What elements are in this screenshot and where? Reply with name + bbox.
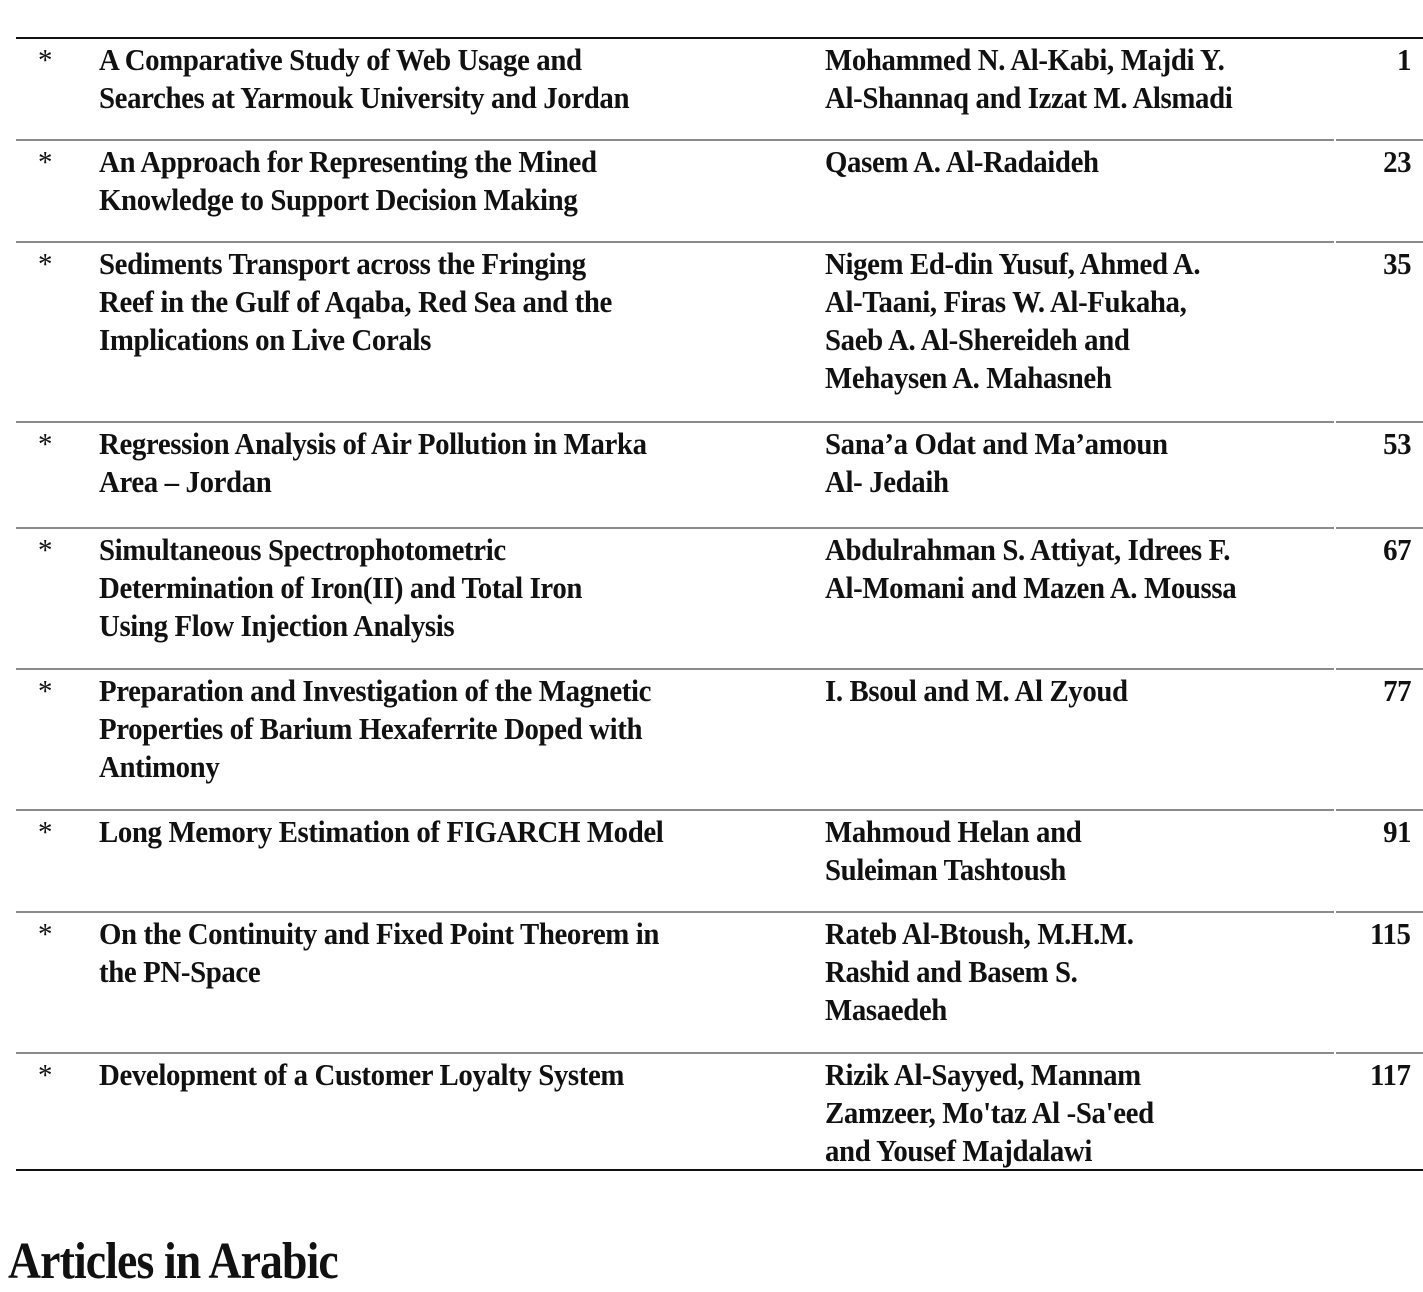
entry-marker: *: [38, 426, 53, 461]
title-line: An Approach for Representing the Mined: [99, 144, 597, 179]
author-line: Sana’a Odat and Ma’amoun: [825, 426, 1168, 461]
toc-entry: [16, 811, 1423, 913]
title-line: Long Memory Estimation of FIGARCH Model: [99, 814, 664, 849]
title-line: Properties of Barium Hexaferrite Doped with: [99, 711, 643, 746]
author-line: Saeb A. Al-Shereideh and: [825, 322, 1130, 357]
title-line: On the Continuity and Fixed Point Theorem in: [99, 916, 660, 951]
entry-title: [99, 813, 663, 851]
entry-marker: *: [38, 246, 53, 281]
entry-authors: [825, 915, 1134, 1029]
title-line: Implications on Live Corals: [99, 322, 431, 357]
author-line: Zamzeer, Mo'taz Al -Sa'eed: [825, 1095, 1154, 1130]
toc-entry: [16, 913, 1423, 1054]
toc-entry: [16, 423, 1423, 529]
author-line: Al-Momani and Mazen A. Moussa: [825, 570, 1237, 605]
entry-page-number: 117: [1370, 1057, 1411, 1092]
entry-title: [99, 143, 597, 219]
entry-page-number: 35: [1382, 246, 1411, 281]
entry-page-number: 53: [1382, 426, 1411, 461]
title-line: Preparation and Investigation of the Magnetic: [99, 673, 652, 708]
entry-page-number: 23: [1382, 144, 1411, 179]
entry-marker: *: [38, 916, 53, 951]
entry-authors: [825, 813, 1081, 889]
entry-title: [99, 245, 612, 359]
entry-page-number: 1: [1396, 42, 1411, 77]
title-line: Antimony: [99, 749, 220, 784]
entry-authors: [825, 1056, 1154, 1170]
title-line: Sediments Transport across the Fringing: [99, 246, 586, 281]
entry-page-number: 115: [1370, 916, 1411, 951]
bottom-rule: [16, 1169, 1423, 1171]
entry-marker: *: [38, 144, 53, 179]
entry-authors: [825, 41, 1232, 117]
entry-page-number: 91: [1382, 814, 1411, 849]
section-heading: Articles in Arabic: [8, 1233, 338, 1290]
entry-authors: [825, 531, 1236, 607]
author-line: Rizik Al-Sayyed, Mannam: [825, 1057, 1141, 1092]
toc-entry: [16, 39, 1423, 141]
entry-authors: [825, 143, 1099, 181]
entry-marker: *: [38, 1057, 53, 1092]
author-line: Al-Taani, Firas W. Al-Fukaha,: [825, 284, 1187, 319]
title-line: the PN-Space: [99, 954, 261, 989]
entry-page-number: 67: [1382, 532, 1411, 567]
author-line: Abdulrahman S. Attiyat, Idrees F.: [825, 532, 1231, 567]
entry-title: [99, 1056, 624, 1094]
author-line: Mohammed N. Al-Kabi, Majdi Y.: [825, 42, 1225, 77]
entry-marker: *: [38, 814, 53, 849]
author-line: Al- Jedaih: [825, 464, 949, 499]
author-line: I. Bsoul and M. Al Zyoud: [825, 673, 1128, 708]
title-line: Development of a Customer Loyalty System: [99, 1057, 625, 1092]
title-line: Reef in the Gulf of Aqaba, Red Sea and the: [99, 284, 612, 319]
entry-title: [99, 915, 659, 991]
author-line: Suleiman Tashtoush: [825, 852, 1066, 887]
title-line: Simultaneous Spectrophotometric: [99, 532, 506, 567]
author-line: and Yousef Majdalawi: [825, 1133, 1093, 1168]
entry-marker: *: [38, 42, 53, 77]
entry-authors: [825, 245, 1200, 397]
title-line: Determination of Iron(II) and Total Iron: [99, 570, 583, 605]
entry-title: [99, 425, 647, 501]
entry-title: [99, 531, 582, 645]
title-line: Area – Jordan: [99, 464, 272, 499]
author-line: Nigem Ed-din Yusuf, Ahmed A.: [825, 246, 1201, 281]
author-line: Al-Shannaq and Izzat M. Alsmadi: [825, 80, 1233, 115]
entry-marker: *: [38, 532, 53, 567]
toc-entry: [16, 670, 1423, 811]
entry-title: [99, 672, 651, 786]
entry-marker: *: [38, 673, 53, 708]
entry-page-number: 77: [1382, 673, 1411, 708]
author-line: Masaedeh: [825, 992, 947, 1027]
toc-entry: [16, 1054, 1423, 1170]
table-of-contents: [16, 39, 1423, 1170]
author-line: Mehaysen A. Mahasneh: [825, 360, 1112, 395]
entry-title: [99, 41, 629, 117]
toc-entry: [16, 141, 1423, 243]
entry-authors: [825, 672, 1128, 710]
toc-entry: [16, 529, 1423, 670]
title-line: Regression Analysis of Air Pollution in Marka: [99, 426, 647, 461]
title-line: Using Flow Injection Analysis: [99, 608, 455, 643]
author-line: Mahmoud Helan and: [825, 814, 1082, 849]
toc-entry: [16, 243, 1423, 423]
author-line: Qasem A. Al-Radaideh: [825, 144, 1099, 179]
entry-authors: [825, 425, 1168, 501]
title-line: Searches at Yarmouk University and Jordan: [99, 80, 630, 115]
title-line: Knowledge to Support Decision Making: [99, 182, 578, 217]
title-line: A Comparative Study of Web Usage and: [99, 42, 582, 77]
author-line: Rateb Al-Btoush, M.H.M.: [825, 916, 1134, 951]
author-line: Rashid and Basem S.: [825, 954, 1078, 989]
